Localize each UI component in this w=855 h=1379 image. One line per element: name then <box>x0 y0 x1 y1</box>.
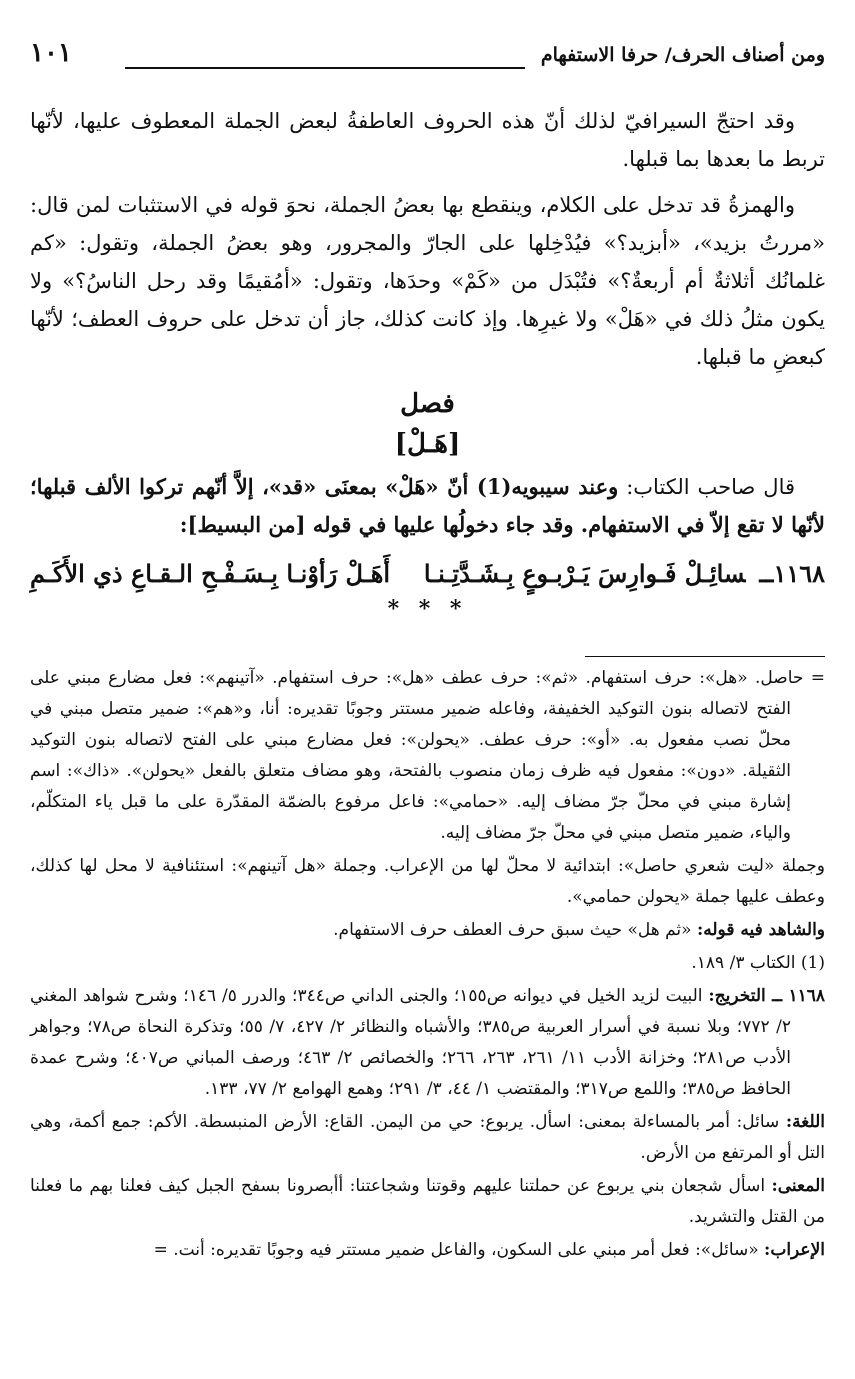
main-text <box>30 102 825 622</box>
footnote-evidence <box>30 915 825 946</box>
paragraph-3-quote: وعند سيبويه(1) أنّ «هَلْ» بمعنَى «قد»، إلاَّ أنّهم تركوا الألف قبلها؛ لأنّها لا تقع إلاّ في الاستفهام. وقد جاء دخولُها عليها في قوله [من البسيط]: <box>30 474 825 537</box>
footnote-continuation: = حاصل. «هل»: حرف استفهام. «ثم»: حرف عطف «هل»: حرف استفهام. «آتينهم»: فعل مضارع مبني على الفتح لاتصاله بنون التوكيد الخفيفة، وفاعله ضمير مستتر وجوبًا تقديره: أنا، و«هم»: ضمير متصل مبني في محلّ نصب مفعول به. «أو»: حرف عطف. «يحولن»: فعل مضارع مبني على الفتح لاتصاله بنون التوكيد الثقيلة. «دون»: مفعول فيه ظرف زمان منصوب بالفتحة، وهو مضاف متعلق بالفعل «يحولن». «ذاك»: اسم إشارة مبني في محلّ جرّ مضاف إليه. «حمامي»: فاعل مرفوع بالضمّة المقدّرة على ما قبل ياء المتكلّم، والياء، ضمير متصل مبني في محلّ جرّ مضاف إليه. <box>30 668 825 843</box>
evidence-text: «ثم هل» حيث سبق حرف العطف حرف الاستفهام. <box>333 920 697 940</box>
paragraph-3 <box>30 468 825 544</box>
irab-label: الإعراب: <box>764 1240 825 1260</box>
takhrij-text: البيت لزيد الخيل في ديوانه ص١٥٥؛ والجنى الداني ص٣٤٤؛ والدرر ٥/ ١٤٦؛ وشرح شواهد المغني ٢/ ٧٧٢؛ وبلا نسبة في أسرار العربية ص٣٨٥؛ والأشباه والنظائر ٢/ ٤٢٧، ٧/ ٥٥؛ وتذكرة النحاة ص٧٨؛ وجواهر الأدب ص٢٨١؛ وخزانة الأدب ١١/ ٢٦١، ٢٦٣، ٢٦٦؛ والخصائص ٢/ ٤٦٣؛ ورصف المباني ص٤٠٧؛ وشرح عمدة الحافظ ص٣٨٥؛ واللمع ص٣١٧؛ والمقتضب ١/ ٤٤، ٣/ ٢٩١؛ وهمع الهوامع ٢/ ٧٧، ١٣٣. <box>30 986 792 1099</box>
page-number: ١٠١ <box>30 38 72 68</box>
irab-text: «سائل»: فعل أمر مبني على السكون، والفاعل ضمير مستتر فيه وجوبًا تقديره: أنت. = <box>153 1240 765 1260</box>
verse-first-text: سائِـلْ فَـوارِسَ يَـرْبـوعٍ بِـشَـدَّتِـنـا <box>423 559 746 588</box>
maana-label: المعنى: <box>771 1176 825 1196</box>
verse-second-hemistich: أَهَـلْ رَأوْنـا بِـسَـفْـحِ الـقـاعِ ذي الأَكَـمِ <box>30 559 391 588</box>
section-subtitle: [هَـلْ] <box>394 429 461 459</box>
lugha-label: اللغة: <box>785 1112 825 1132</box>
verse-first-hemistich <box>424 552 825 596</box>
running-title: ومن أصناف الحرف/ حرفا الاستفهام <box>540 44 825 66</box>
verse-number: ١١٦٨ــ <box>759 559 825 588</box>
poetry-verse <box>30 552 825 596</box>
footnote-lugha <box>30 1107 825 1169</box>
lugha-text: سائل: أمر بالمساءلة بمعنى: اسأل. يربوع: حي من اليمن. القاع: الأرض المنبسطة. الأكم: جمع أكمة، وهي التل أو المرتفع من الأرض. <box>30 1112 825 1163</box>
footnote-sentence-analysis: وجملة «ليت شعري حاصل»: ابتدائية لا محلّ لها من الإعراب. وجملة «هل آتينهم»: استئنافية لا محل لها كذلك، وعطف عليها جملة «يحولن حمامي». <box>30 856 825 907</box>
footnotes <box>30 656 825 1268</box>
footnote-takhrij <box>30 981 825 1105</box>
footnote-rule <box>585 656 825 657</box>
section-title: فصل <box>400 389 455 419</box>
paragraph-1: وقد احتجّ السيرافيّ لذلك أنّ هذه الحروف العاطفةُ لبعض الجملة المعطوف عليها، لأنّها تربط ما بعدها بما قبلها. <box>30 109 825 171</box>
section-divider-stars: * * * <box>387 596 468 622</box>
maana-text: اسأل شجعان بني يربوع عن حملتنا عليهم وقوتنا وشجاعتنا: أأبصرونا بسفح الجبل كيف فعلنا بهم ما فعلنا من القتل والتشريد. <box>30 1176 825 1227</box>
takhrij-label: ١١٦٨ ــ التخريج: <box>708 986 826 1006</box>
paragraph-3-intro: قال صاحب الكتاب: <box>618 475 796 499</box>
footnote-maana <box>30 1171 825 1233</box>
header-rule <box>125 67 525 69</box>
evidence-label: والشاهد فيه قوله: <box>696 920 825 940</box>
footnote-irab <box>30 1235 825 1266</box>
page-header <box>30 38 825 78</box>
footnote-1: (1) الكتاب ٣/ ١٨٩. <box>691 953 825 973</box>
paragraph-2: والهمزةُ قد تدخل على الكلام، وينقطع بها بعضُ الجملة، نحوَ قوله في الاستثبات لمن قال: «مررتُ بزيد»، «أبزيد؟» فيُدْخِلها على الجارّ والمجرور، وهو بعضُ الجملة، وتقول: «كم غلمانُك أثلاثةٌ أم أربعةٌ؟» فتُبْدَل من «كَمْ» وحدَها، وتقول: «أمُقيمًا وقد رحل الناسُ؟» ولا يكون مثلُ ذلك في «هَلْ» ولا غيرِها. وإذ كانت كذلك، جاز أن تدخل على حروف العطف؛ لأنّها كبعضِ ما قبلها. <box>30 193 825 369</box>
